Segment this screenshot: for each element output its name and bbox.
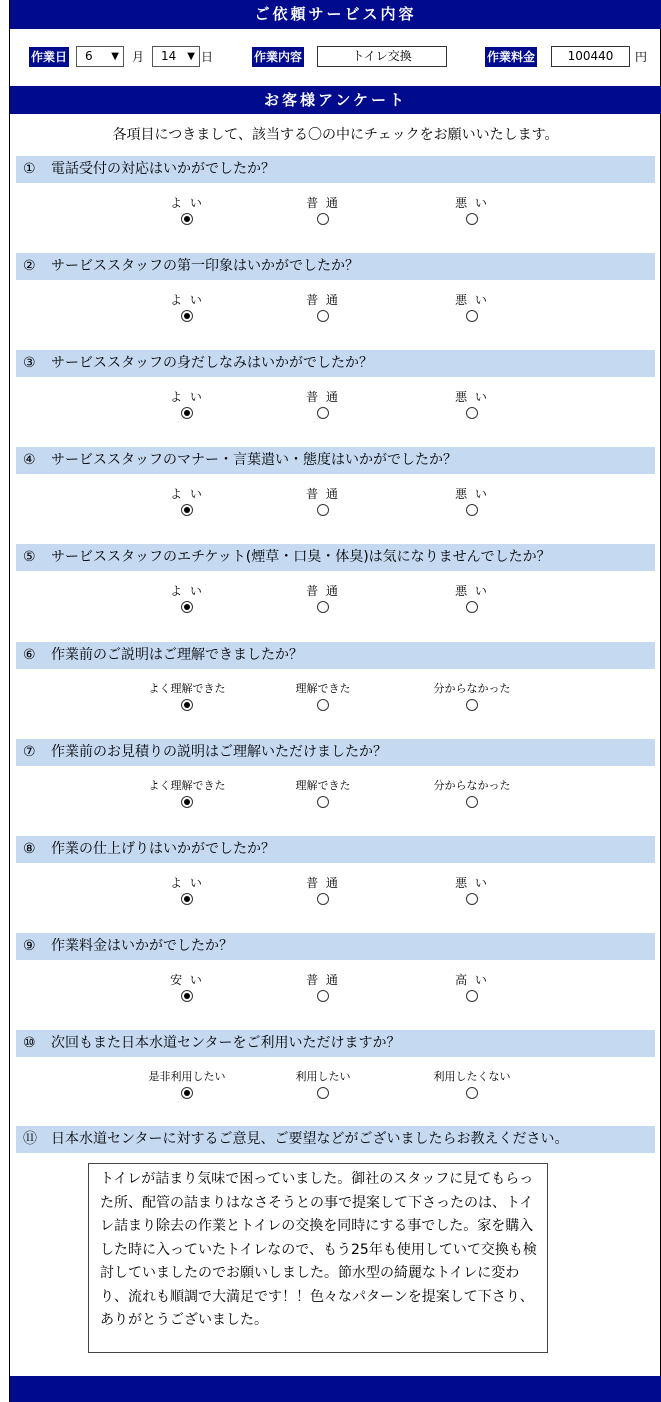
answer-option[interactable] xyxy=(402,779,542,808)
radio-button[interactable] xyxy=(317,893,329,905)
answer-option[interactable] xyxy=(253,876,393,905)
answer-option[interactable] xyxy=(253,293,393,322)
option-label: 高 い xyxy=(455,973,489,987)
option-label: 悪 い xyxy=(455,390,489,404)
option-label: 分からなかった xyxy=(433,682,511,695)
question-text: 作業前のお見積りの説明はご理解いただけましたか？ xyxy=(51,744,387,760)
option-label: 理解できた xyxy=(295,682,351,695)
option-label: よ い xyxy=(170,196,204,210)
option-label: 理解できた xyxy=(295,779,351,792)
answer-option[interactable] xyxy=(117,293,257,322)
radio-button[interactable] xyxy=(466,213,478,225)
radio-button[interactable] xyxy=(317,213,329,225)
question-number: ⑩ xyxy=(23,1035,36,1051)
radio-button[interactable] xyxy=(181,601,193,613)
answer-option[interactable] xyxy=(402,682,542,711)
day-select[interactable] xyxy=(152,46,200,67)
answer-option[interactable] xyxy=(117,487,257,516)
option-label: よく理解できた xyxy=(148,779,226,792)
answer-option[interactable] xyxy=(117,682,257,711)
radio-button[interactable] xyxy=(466,504,478,516)
question-3 xyxy=(16,350,655,377)
radio-button[interactable] xyxy=(181,407,193,419)
order-info-row xyxy=(10,45,661,69)
option-label: よ い xyxy=(170,584,204,598)
radio-button[interactable] xyxy=(317,601,329,613)
radio-button[interactable] xyxy=(317,796,329,808)
question-number: ⑦ xyxy=(23,744,36,760)
option-label: 普 通 xyxy=(306,390,340,404)
question-1 xyxy=(16,156,655,183)
radio-button[interactable] xyxy=(466,310,478,322)
radio-button[interactable] xyxy=(181,796,193,808)
answer-option[interactable] xyxy=(253,779,393,808)
option-label: 普 通 xyxy=(306,196,340,210)
answer-option[interactable] xyxy=(402,293,542,322)
question-text: 日本水道センターに対するご意見、ご要望などがございましたらお教えください。 xyxy=(51,1131,569,1147)
answer-option[interactable] xyxy=(402,973,542,1002)
answer-option[interactable] xyxy=(253,487,393,516)
option-label: 悪 い xyxy=(455,293,489,307)
question-text: サービススタッフの身だしなみはいかがでしたか？ xyxy=(51,355,373,371)
option-label: 普 通 xyxy=(306,876,340,890)
fee-value: 100440 xyxy=(567,49,614,63)
fee-field[interactable] xyxy=(551,46,630,67)
month-select[interactable] xyxy=(76,46,124,67)
work-label: 作業内容 xyxy=(252,47,304,67)
question-number: ④ xyxy=(23,452,36,468)
chevron-down-icon: ▼ xyxy=(187,51,195,62)
chevron-down-icon: ▼ xyxy=(111,51,119,62)
question-text: サービススタッフのマナー・言葉遣い・態度はいかがでしたか？ xyxy=(51,452,457,468)
question-number: ③ xyxy=(23,355,36,371)
question-number: ② xyxy=(23,258,36,274)
question-number: ⑪ xyxy=(23,1131,37,1147)
question-text: 作業の仕上げりはいかがでしたか？ xyxy=(51,841,275,857)
option-label: 利用したくない xyxy=(433,1070,511,1083)
answer-option[interactable] xyxy=(402,584,542,613)
answer-option[interactable] xyxy=(253,682,393,711)
answer-option[interactable] xyxy=(402,487,542,516)
option-label: 悪 い xyxy=(455,196,489,210)
radio-button[interactable] xyxy=(466,601,478,613)
question-text: サービススタッフの第一印象はいかがでしたか？ xyxy=(51,258,359,274)
answer-option[interactable] xyxy=(253,584,393,613)
answer-option[interactable] xyxy=(117,390,257,419)
answer-option[interactable] xyxy=(402,390,542,419)
option-label: よく理解できた xyxy=(148,682,226,695)
answer-option[interactable] xyxy=(402,876,542,905)
option-label: 悪 い xyxy=(455,584,489,598)
service-header xyxy=(10,0,661,29)
question-text: 次回もまた日本水道センターをご利用いただけますか？ xyxy=(51,1035,401,1051)
answer-option[interactable] xyxy=(402,1070,542,1099)
footer-bar xyxy=(10,1376,661,1402)
radio-button[interactable] xyxy=(181,310,193,322)
option-label: 普 通 xyxy=(306,293,340,307)
radio-button[interactable] xyxy=(181,504,193,516)
radio-button[interactable] xyxy=(466,699,478,711)
option-label: よ い xyxy=(170,390,204,404)
radio-button[interactable] xyxy=(181,699,193,711)
question-2 xyxy=(16,253,655,280)
option-label: 利用したい xyxy=(295,1070,351,1083)
radio-button[interactable] xyxy=(317,504,329,516)
answer-option[interactable] xyxy=(253,390,393,419)
radio-button[interactable] xyxy=(466,990,478,1002)
answer-option[interactable] xyxy=(117,1070,257,1099)
radio-button[interactable] xyxy=(181,1087,193,1099)
radio-button[interactable] xyxy=(466,407,478,419)
question-text: 作業料金はいかがでしたか？ xyxy=(51,938,233,954)
option-label: 悪 い xyxy=(455,487,489,501)
answer-option[interactable] xyxy=(117,779,257,808)
radio-button[interactable] xyxy=(181,893,193,905)
answer-option[interactable] xyxy=(117,584,257,613)
answer-option[interactable] xyxy=(253,973,393,1002)
survey-intro: 各項目につきまして、該当する〇の中にチェックをお願いいたします。 xyxy=(112,127,559,143)
question-text: サービススタッフのエチケット(煙草・口臭・体臭)は気になりませんでしたか？ xyxy=(51,549,551,565)
option-label: 普 通 xyxy=(306,973,340,987)
answer-option[interactable] xyxy=(253,196,393,225)
radio-button[interactable] xyxy=(317,310,329,322)
question-4 xyxy=(16,447,655,474)
radio-button[interactable] xyxy=(466,893,478,905)
month-value: 6 xyxy=(85,49,93,63)
survey-form xyxy=(9,0,661,1402)
option-label: よ い xyxy=(170,293,204,307)
option-label: 普 通 xyxy=(306,487,340,501)
question-number: ⑨ xyxy=(23,938,36,954)
option-label: よ い xyxy=(170,876,204,890)
question-number: ① xyxy=(23,161,36,177)
radio-button[interactable] xyxy=(181,990,193,1002)
survey-header xyxy=(10,86,661,114)
option-label: 普 通 xyxy=(306,584,340,598)
question-9 xyxy=(16,933,655,960)
month-unit: 月 xyxy=(132,50,145,64)
fee-label: 作業料金 xyxy=(485,47,537,67)
question-number: ⑥ xyxy=(23,647,36,663)
work-value: トイレ交換 xyxy=(352,49,412,63)
option-label: 是非利用したい xyxy=(148,1070,226,1083)
comment-textarea[interactable]: トイレが詰まり気味で困っていました。御社のスタッフに見てもらった所、配管の詰まりはなさそうとの事で提案して下さったのは、トイレ詰まり除去の作業とトイレの交換を同時にする事でした。家を購入した時に入っていたトイレなので、もう25年も使用していて交換も検討していましたのでお願いしました。節水型の綺麗なトイレに変わり、流れも順調で大満足です！！色々なパターンを提案して下さり、ありがとうございました。 xyxy=(88,1163,548,1353)
date-label: 作業日 xyxy=(29,47,69,67)
option-label: よ い xyxy=(170,487,204,501)
question-number: ⑧ xyxy=(23,841,36,857)
service-title: ご依頼サービス内容 xyxy=(254,5,417,23)
answer-option[interactable] xyxy=(253,1070,393,1099)
answer-option[interactable] xyxy=(117,876,257,905)
radio-button[interactable] xyxy=(466,796,478,808)
option-label: 悪 い xyxy=(455,876,489,890)
question-number: ⑤ xyxy=(23,549,36,565)
question-7 xyxy=(16,739,655,766)
survey-title: お客様アンケート xyxy=(263,91,408,109)
work-field[interactable] xyxy=(317,46,447,67)
question-10 xyxy=(16,1030,655,1057)
fee-unit: 円 xyxy=(635,50,648,64)
radio-button[interactable] xyxy=(317,990,329,1002)
radio-button[interactable] xyxy=(466,1087,478,1099)
question-5 xyxy=(16,544,655,571)
answer-option[interactable] xyxy=(117,973,257,1002)
radio-button[interactable] xyxy=(317,699,329,711)
comment-question xyxy=(16,1126,655,1153)
radio-button[interactable] xyxy=(317,407,329,419)
radio-button[interactable] xyxy=(181,213,193,225)
option-label: 安 い xyxy=(170,973,204,987)
option-label: 分からなかった xyxy=(433,779,511,792)
day-value: 14 xyxy=(161,49,177,63)
question-text: 作業前のご説明はご理解できましたか？ xyxy=(51,647,303,663)
day-unit: 日 xyxy=(201,50,214,64)
question-8 xyxy=(16,836,655,863)
question-6 xyxy=(16,642,655,669)
question-text: 電話受付の対応はいかがでしたか？ xyxy=(51,161,275,177)
answer-option[interactable] xyxy=(402,196,542,225)
answer-option[interactable] xyxy=(117,196,257,225)
radio-button[interactable] xyxy=(317,1087,329,1099)
